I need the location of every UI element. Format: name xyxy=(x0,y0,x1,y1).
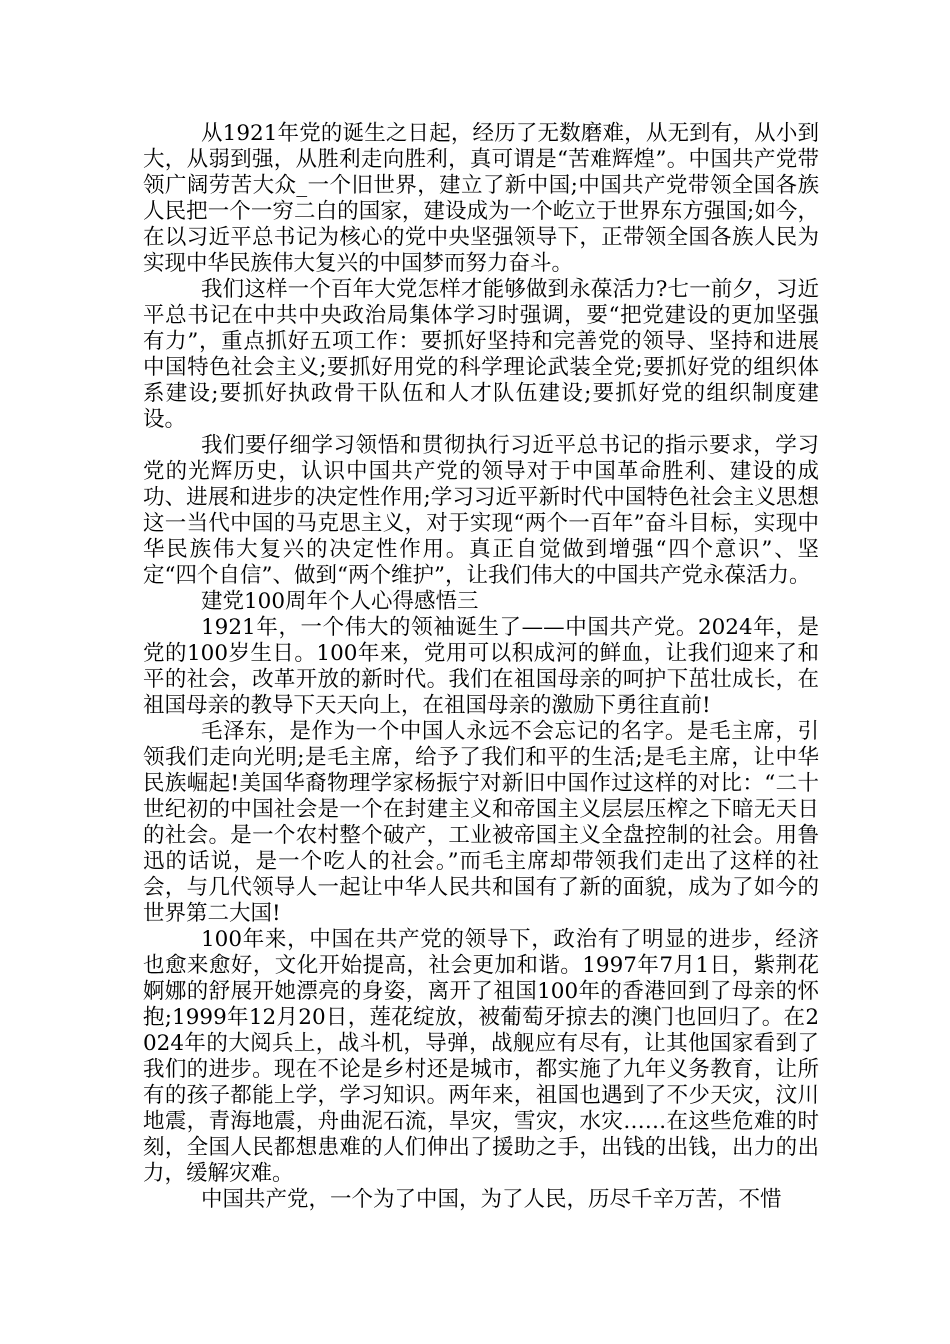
paragraph: 毛泽东，是作为一个中国人永远不会忘记的名字。是毛主席，引领我们走向光明;是毛主席，给予了我们和平的生活;是毛主席，让中华民族崛起!美国华裔物理学家杨振宁对新旧中国作过这样的对比：“二十世纪初的中国社会是一个在封建主义和帝国主义层层压榨之下暗无天日的社会。是一个农村整个破产，工业被帝国主义全盘控制的社会。用鲁迅的话说，是一个吃人的社会。”而毛主席却带领我们走出了这样的社会，与几代领导人一起让中华人民共和国有了新的面貌，成为了如今的世界第二大国! xyxy=(143,719,819,926)
paragraph: 1921年，一个伟大的领袖诞生了——中国共产党。2024年，是党的100岁生日。100年来，党用可以积成河的鲜血，让我们迎来了和平的社会，改革开放的新时代。我们在祖国母亲的呵护下茁壮成长，在祖国母亲的教导下天天向上，在祖国母亲的激励下勇往直前! xyxy=(143,615,819,718)
section-title: 建党100周年个人心得感悟三 xyxy=(201,589,479,614)
paragraph: 我们要仔细学习领悟和贯彻执行习近平总书记的指示要求，学习党的光辉历史，认识中国共产党的领导对于中国革命胜利、建设的成功、进展和进步的决定性作用;学习习近平新时代中国特色社会主义思想这一当代中国的马克思主义，对于实现“两个一百年”奋斗目标，实现中华民族伟大复兴的决定性作用。真正自觉做到增强“四个意识”、坚定“四个自信”、做到“两个维护”，让我们伟大的中国共产党永葆活力。 xyxy=(143,433,819,588)
paragraph: 中国共产党，一个为了中国，为了人民，历尽千辛万苦，不惜 xyxy=(201,1187,782,1212)
paragraph: 100年来，中国在共产党的领导下，政治有了明显的进步，经济也愈来愈好，文化开始提高，社会更加和谐。1997年7月1日，紫荆花婀娜的舒展开她漂亮的身姿，离开了祖国100年的香港回到了母亲的怀抱;1999年12月20日，莲花绽放，被葡萄牙掠去的澳门也回归了。在2024年的大阅兵上，战斗机，导弹，战舰应有尽有，让其他国家看到了我们的进步。现在不论是乡村还是城市，都实施了九年义务教育，让所有的孩子都能上学，学习知识。两年来，祖国也遇到了不少天灾，汶川地震，青海地震，舟曲泥石流，旱灾，雪灾，水灾……在这些危难的时刻，全国人民都想患难的人们伸出了援助之手，出钱的出钱，出力的出力，缓解灾难。 xyxy=(143,927,819,1186)
paragraph: 从1921年党的诞生之日起，经历了无数磨难，从无到有，从小到大，从弱到强，从胜利走向胜利，真可谓是“苦难辉煌”。中国共产党带领广阔劳苦大众_一个旧世界，建立了新中国;中国共产党带领全国各族人民把一个一穷二白的国家，建设成为一个屹立于世界东方强国;如今，在以习近平总书记为核心的党中央坚强领导下，正带领全国各族人民为实现中华民族伟大复兴的中国梦而努力奋斗。 xyxy=(143,121,819,276)
document-body xyxy=(143,121,819,1213)
paragraph: 我们这样一个百年大党怎样才能够做到永葆活力?七一前夕，习近平总书记在中共中央政治局集体学习时强调，要“把党建设的更加坚强有力”，重点抓好五项工作：要抓好坚持和完善党的领导、坚持和进展中国特色社会主义;要抓好用党的科学理论武装全党;要抓好党的组织体系建设;要抓好执政骨干队伍和人才队伍建设;要抓好党的组织制度建设。 xyxy=(143,277,819,432)
